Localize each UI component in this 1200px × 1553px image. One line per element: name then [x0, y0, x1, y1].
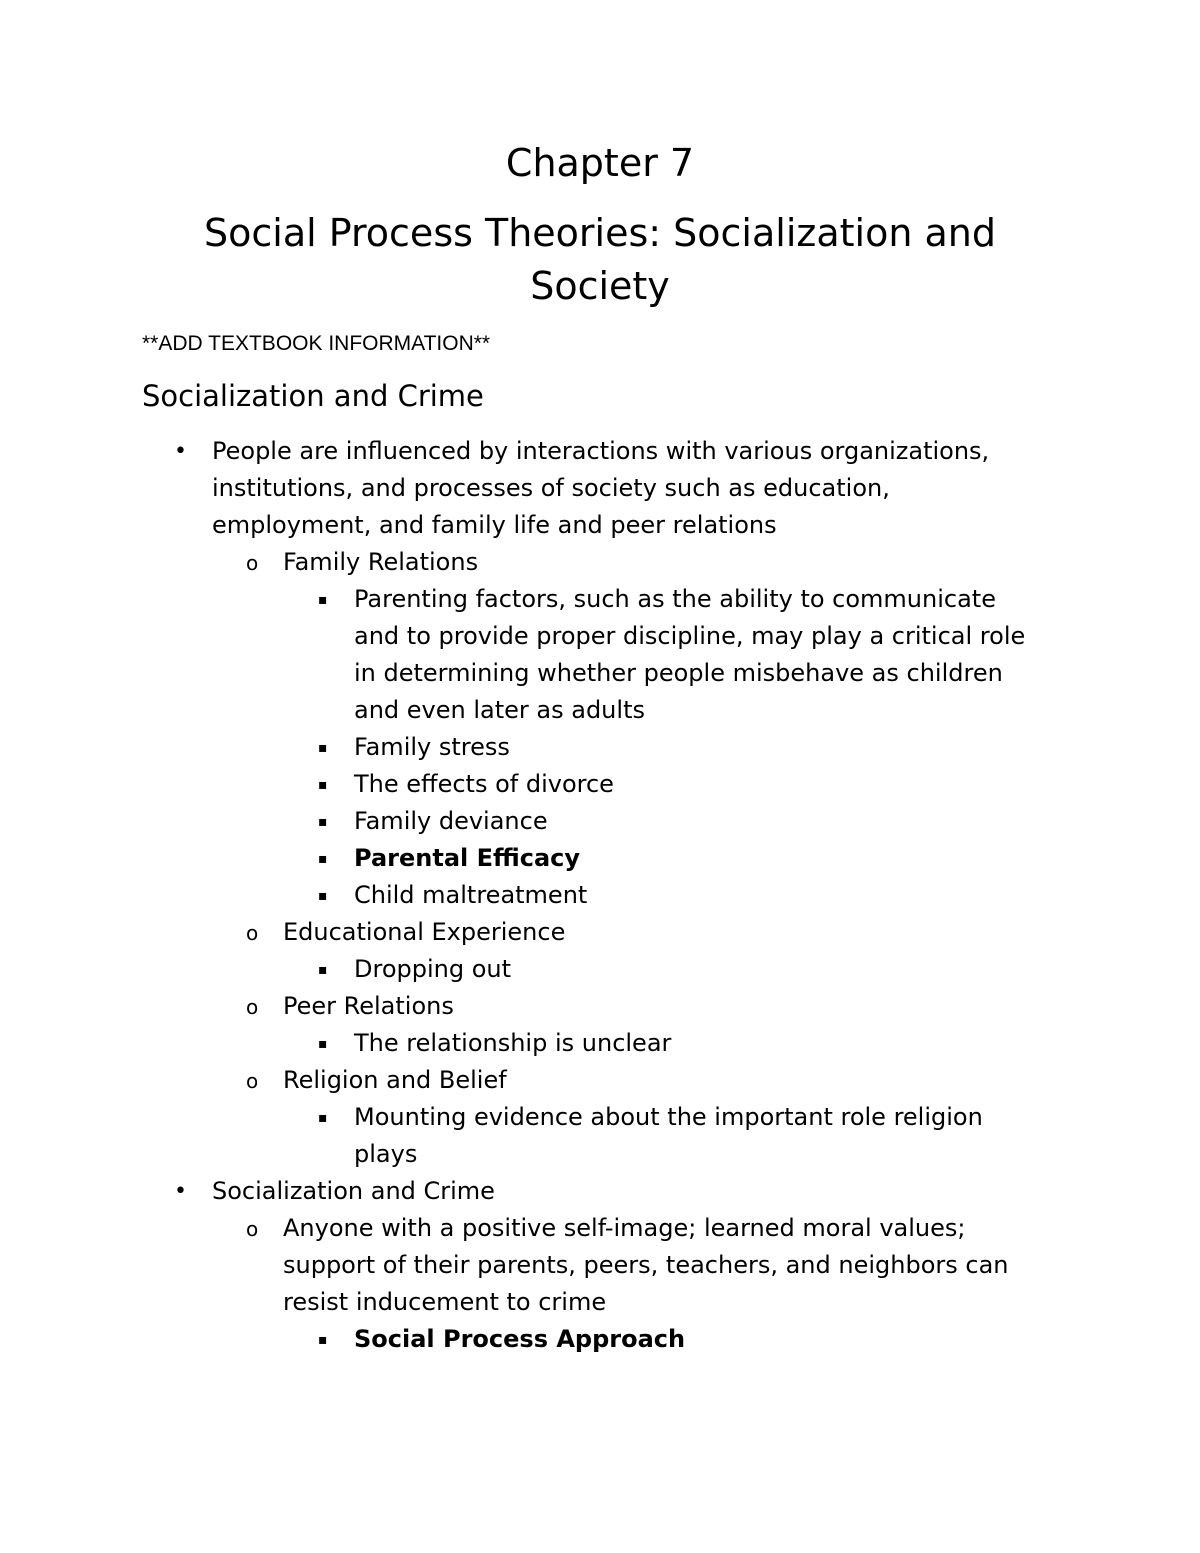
list-item-text: The relationship is unclear [354, 1029, 672, 1057]
chapter-heading: Chapter 7 [505, 141, 695, 185]
list-item [0, 877, 1034, 914]
list-item [0, 840, 1034, 877]
list-item-text: Child maltreatment [354, 881, 588, 909]
list-item-text: Family Relations [283, 548, 479, 576]
list-item [0, 988, 1063, 1025]
list-item-text: Educational Experience [283, 918, 566, 946]
list-item [0, 914, 1063, 951]
list-item [0, 1321, 1034, 1358]
bullet-marker: ▪ [318, 740, 328, 756]
list-item [0, 729, 1034, 766]
bullet-marker: o [246, 921, 259, 945]
list-item-text: Peer Relations [283, 992, 454, 1020]
list-item [0, 951, 1034, 988]
bullet-marker: • [174, 1179, 187, 1204]
list-item [0, 1062, 1063, 1099]
bullet-marker: ▪ [318, 592, 328, 608]
list-item-text: Anyone with a positive self-image; learned moral values; support of their parents, peers, teachers, and neighbors can resist inducement to crime [283, 1214, 1009, 1316]
bullet-marker: o [246, 1217, 259, 1241]
bullet-marker: • [174, 439, 187, 464]
bullet-marker: o [246, 995, 259, 1019]
list-item [0, 766, 1034, 803]
bullet-marker: ▪ [318, 1110, 328, 1126]
bullet-marker: ▪ [318, 1332, 328, 1348]
bullet-marker: o [246, 1069, 259, 1093]
list-item-text: People are influenced by interactions with various organizations, institutions, and processes of society such as education, employment, and family life and peer relations [212, 437, 990, 539]
bullet-marker: o [246, 551, 259, 575]
bullet-marker: ▪ [318, 888, 328, 904]
list-item [0, 544, 1063, 581]
list-item [0, 433, 1052, 544]
textbook-note: **ADD TEXTBOOK INFORMATION** [142, 332, 491, 355]
bullet-marker: ▪ [318, 777, 328, 793]
bullet-marker: ▪ [318, 814, 328, 830]
bullet-marker: ▪ [318, 962, 328, 978]
list-item [0, 1173, 1052, 1210]
list-item-text: Family stress [354, 733, 510, 761]
list-item-text: Family deviance [354, 807, 548, 835]
list-item-text-bold: Social Process Approach [354, 1325, 686, 1353]
bullet-marker: ▪ [318, 1036, 328, 1052]
list-item [0, 581, 1034, 729]
list-item-text: Religion and Belief [283, 1066, 507, 1094]
list-item-text: The effects of divorce [354, 770, 614, 798]
list-item [0, 1210, 1063, 1321]
list-item [0, 1099, 1034, 1173]
chapter-title: Social Process Theories: Socialization and Society [204, 211, 996, 308]
list-item-text-bold: Parental Efficacy [354, 844, 581, 872]
list-item-text: Parenting factors, such as the ability to communicate and to provide proper discipline, may play a critical role in determining whether people misbehave as children and even later as adults [354, 585, 1026, 724]
list-item [0, 803, 1034, 840]
outline-list [0, 433, 1200, 1358]
list-item-text: Socialization and Crime [212, 1177, 495, 1205]
bullet-marker: ▪ [318, 851, 328, 867]
list-item-text: Mounting evidence about the important role religion plays [354, 1103, 983, 1168]
section-heading: Socialization and Crime [142, 379, 484, 413]
list-item [0, 1025, 1034, 1062]
list-item-text: Dropping out [354, 955, 512, 983]
